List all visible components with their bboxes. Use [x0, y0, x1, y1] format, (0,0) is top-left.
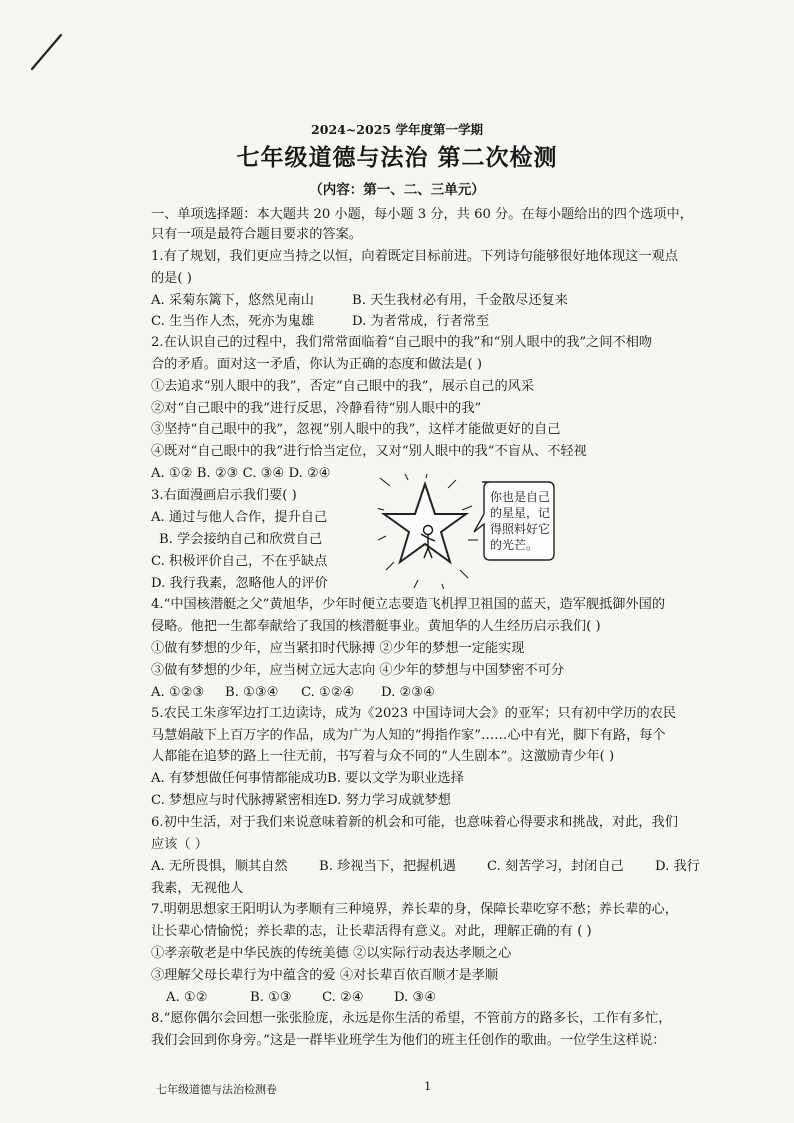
question-2-stem: 2.在认识自己的过程中，我们常常面临着“自己眼中的我”和“别人眼中的我”之间不相吻: [151, 335, 653, 350]
option-c: C. ①②④: [301, 685, 355, 700]
question-2-statement-2: ②对“自己眼中的我”进行反思，冷静看待“别人眼中的我”: [151, 401, 482, 416]
question-5-stem-cont: 马慧娟敲下上百万字的作品，成为广为人知的“拇指作家”……心中有光，脚下有路，每个: [151, 728, 666, 743]
question-7-statements-1: ①孝亲敬老是中华民族的传统美德 ②以实际行动表达孝顺之心: [151, 946, 512, 961]
option-b: B. 珍视当下，把握机遇: [319, 859, 456, 874]
option-a: A. 通过与他人合作，提升自己: [151, 510, 328, 525]
question-8-stem: 8.“愿你偶尔会回想一张张脸庞，永远是你生活的希望，不管前方的路多长，工作有多忙，: [151, 1011, 672, 1026]
option-c: C. ②④: [322, 990, 364, 1005]
option-c: C. 积极评价自己，不在乎缺点: [151, 554, 328, 569]
question-4-statements-2: ③做有梦想的少年，应当树立远大志向 ④少年的梦想与中国梦密不可分: [151, 663, 565, 678]
page-number: 1: [424, 1079, 432, 1093]
question-7-stem: 7.明朝思想家王阳明认为孝顺有三种境界，养长辈的身，保障长辈吃穿不愁；养长辈的心，: [151, 902, 678, 917]
option-a: A. 采菊东篱下，悠然见南山: [151, 293, 314, 308]
question-2-statement-3: ③坚持“自己眼中的我”，忽视“别人眼中的我”，这样才能做更好的自己: [151, 422, 561, 437]
question-4-stem-cont: 侵略。他把一生都奉献给了我国的核潜艇事业。黄旭华的人生经历启示我们( ): [151, 619, 601, 634]
question-5-stem: 5.农民工朱彦军边打工边读诗，成为《2023 中国诗词大会》的亚军；只有初中学历的农民: [151, 706, 677, 721]
option-d: D. ③④: [394, 990, 437, 1005]
pen-mark-icon: [28, 32, 68, 72]
option-d: D. 我行我素，忽略他人的评价: [151, 576, 328, 591]
option-a: A. ①②: [166, 990, 208, 1005]
question-5-stem-cont-2: 人都能在追梦的路上一往无前，书写着与众不同的“人生剧本”。这激励青少年( ): [151, 749, 615, 764]
question-7-statements-2: ③理解父母长辈行为中蕴含的爱 ④对长辈百依百顺才是孝顺: [151, 968, 499, 983]
question-4-stem: 4.“中国核潜艇之父”黄旭华，少年时便立志要造飞机捍卫祖国的蓝天，造军舰抵御外国的: [151, 597, 665, 612]
option-a: A. 无所畏惧，顺其自然: [151, 859, 288, 874]
section-instruction: 一、单项选择题：本大题共 20 小题，每小题 3 分，共 60 分。在每小题给出的四个选项中，: [151, 207, 693, 222]
option-d: D. ②③④: [381, 685, 435, 700]
option-b: B. 天生我材必有用，千金散尽还复来: [352, 293, 568, 308]
speech-bubble-line-4: 的光芒。: [490, 538, 539, 552]
question-4-statements-1: ①做有梦想的少年，应当紧扣时代脉搏 ②少年的梦想一定能实现: [151, 641, 525, 656]
question-2-statement-4: ④既对“自己眼中的我”进行恰当定位，又对“别人眼中的我”不盲从、不轻视: [151, 444, 587, 459]
question-1-stem: 1.有了规划，我们更应当持之以恒，向着既定目标前进。下列诗句能够很好地体现这一观点: [151, 249, 678, 264]
option-b: B. 要以文学为职业选择: [327, 771, 464, 786]
option-d: D. 努力学习成就梦想: [327, 793, 451, 808]
question-1-stem-cont: 的是( ): [151, 271, 192, 286]
section-instruction-cont: 只有一项是最符合题目要求的答案。: [151, 227, 362, 242]
page-title: 七年级道德与法治 第二次检测: [236, 144, 558, 171]
question-6-stem-cont: 应该（ ）: [151, 837, 208, 852]
option-d: D. 我行: [655, 859, 700, 874]
speech-bubble-line-2: 的星星，记: [490, 506, 551, 520]
speech-bubble-line-3: 得照料好它: [490, 522, 551, 536]
option-b: B. 学会接纳自己和欣赏自己: [159, 532, 323, 547]
question-8-stem-cont: 我们会回到你身旁。”这是一群毕业班学生为他们的班主任创作的歌曲。一位学生这样说：: [151, 1033, 666, 1048]
exam-scope: （内容：第一、二、三单元）: [309, 182, 485, 198]
question-3-stem: 3.右面漫画启示我们要( ): [151, 488, 297, 503]
option-a: A. ①②③: [151, 685, 205, 700]
speech-bubble-line-1: 你也是自己: [490, 490, 551, 504]
question-2-statement-1: ①去追求“别人眼中的我”，否定“自己眼中的我”，展示自己的风采: [151, 379, 535, 394]
question-2-stem-cont: 合的矛盾。面对这一矛盾，你认为正确的态度和做法是( ): [151, 357, 482, 372]
option-b: B. ①③: [250, 990, 292, 1005]
question-7-stem-cont: 让长辈心情愉悦；养长辈的志，让长辈活得有意义。对此，理解正确的有 ( ): [151, 924, 592, 939]
question-6-option-d-cont: 我素，无视他人: [151, 881, 244, 896]
question-6-stem: 6.初中生活，对于我们来说意味着新的机会和可能，也意味着心得要求和挑战，对此，我们: [151, 815, 678, 830]
option-a: A. 有梦想做任何事情都能成功: [151, 771, 328, 786]
option-c: C. 刻苦学习，封闭自己: [487, 859, 624, 874]
footer-exam-name: 七年级道德与法治检测卷: [156, 1083, 277, 1096]
option-b: B. ①③④: [225, 685, 279, 700]
option-c: C. 生当作人杰，死亦为鬼雄: [151, 314, 315, 329]
school-year: 2024~2025 学年度第一学期: [311, 122, 483, 137]
question-2-options: A. ①② B. ②③ C. ③④ D. ②④: [151, 466, 331, 481]
option-d: D. 为者常成，行者常至: [352, 314, 490, 329]
option-c: C. 梦想应与时代脉搏紧密相连: [151, 793, 328, 808]
